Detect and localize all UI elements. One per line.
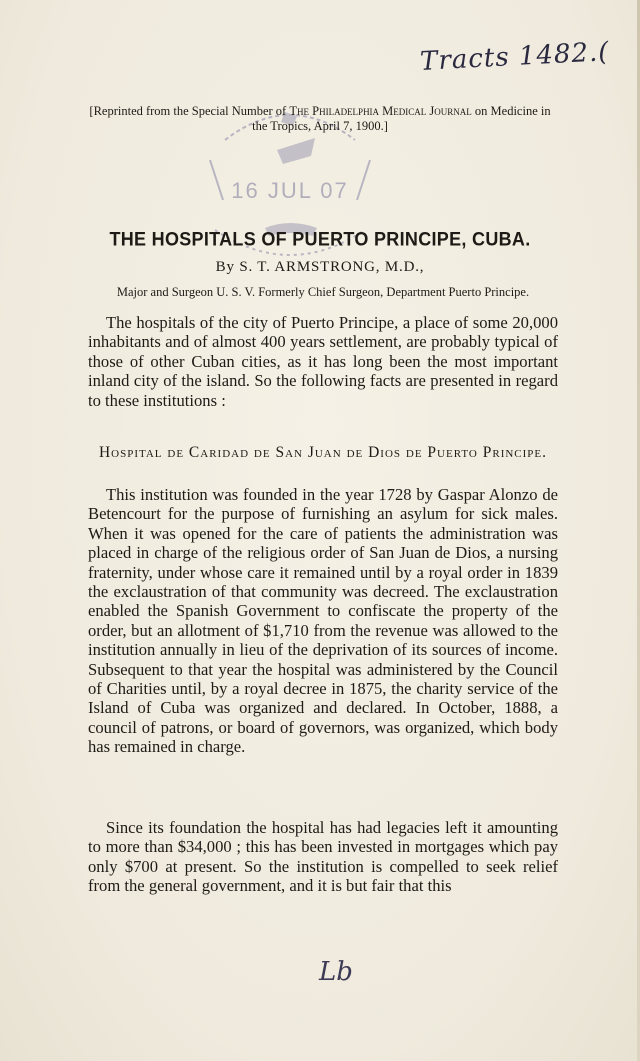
journal-name: The Philadelphia Medical Journal <box>289 104 472 118</box>
handwritten-catalog-note: Tracts 1482.( <box>419 37 611 77</box>
intro-paragraph: The hospitals of the city of Puerto Principe, a place of some 20,000 inhabitants and of almost 400 years settlement, are probably typical of those of other Cuban cities, as it has long been the most important inland city of the island. So the following facts are presented in regard to these institutions : <box>88 313 558 410</box>
reprint-suffix: on Medicine in the Tropics, April 7, 1900.] <box>252 104 551 133</box>
stamp-date: 16 JUL 07 <box>231 178 349 203</box>
reprint-prefix: [Reprinted from the Special Number of <box>89 104 290 118</box>
finance-paragraph-block <box>88 818 558 896</box>
marginal-initials-mark <box>315 950 355 990</box>
reprint-notice <box>85 104 555 134</box>
author-affiliation: Major and Surgeon U. S. V. Formerly Chief Surgeon, Department Puerto Principe. <box>116 285 530 299</box>
history-paragraph: This institution was founded in the year 1728 by Gaspar Alonzo de Betencourt for the purpose of furnishing an asylum for sick males. When it was opened for the care of patients the administration was placed in charge of the religious order of San Juan de Dios, a nursing fraternity, under whose care it remained until by a royal order in 1839 the exclaustration of that community was decreed. The exclaustration enabled the Spanish Government to confiscate the property of the order, but an allotment of $1,710 from the revenue was allowed to the institution annually in lieu of the deprivation of its sources of income. Subsequent to that year the hospital was administered by the Council of Charities until, by a royal decree in 1875, the charity service of the Island of Cuba was organized and declared. In October, 1888, a council of patrons, or board of governors, was organized, which body has remained in charge. <box>88 485 558 757</box>
author-byline: By S. T. ARMSTRONG, M.D., <box>215 259 425 275</box>
finance-paragraph: Since its foundation the hospital has had legacies left it amounting to more than $34,000 ; this has been invested in mortgages which pay only $700 at present. So the institution is compelled to seek relief from the general government, and it is but fair that this <box>88 818 558 896</box>
history-paragraph-block <box>88 485 558 757</box>
section-heading: Hospital de Caridad de San Juan de Dios de Puerto Principe. <box>98 444 548 461</box>
marginal-initials: Lb <box>319 957 353 987</box>
article-title: THE HOSPITALS OF PUERTO PRINCIPE, CUBA. <box>109 228 531 250</box>
intro-paragraph-block <box>88 313 558 410</box>
